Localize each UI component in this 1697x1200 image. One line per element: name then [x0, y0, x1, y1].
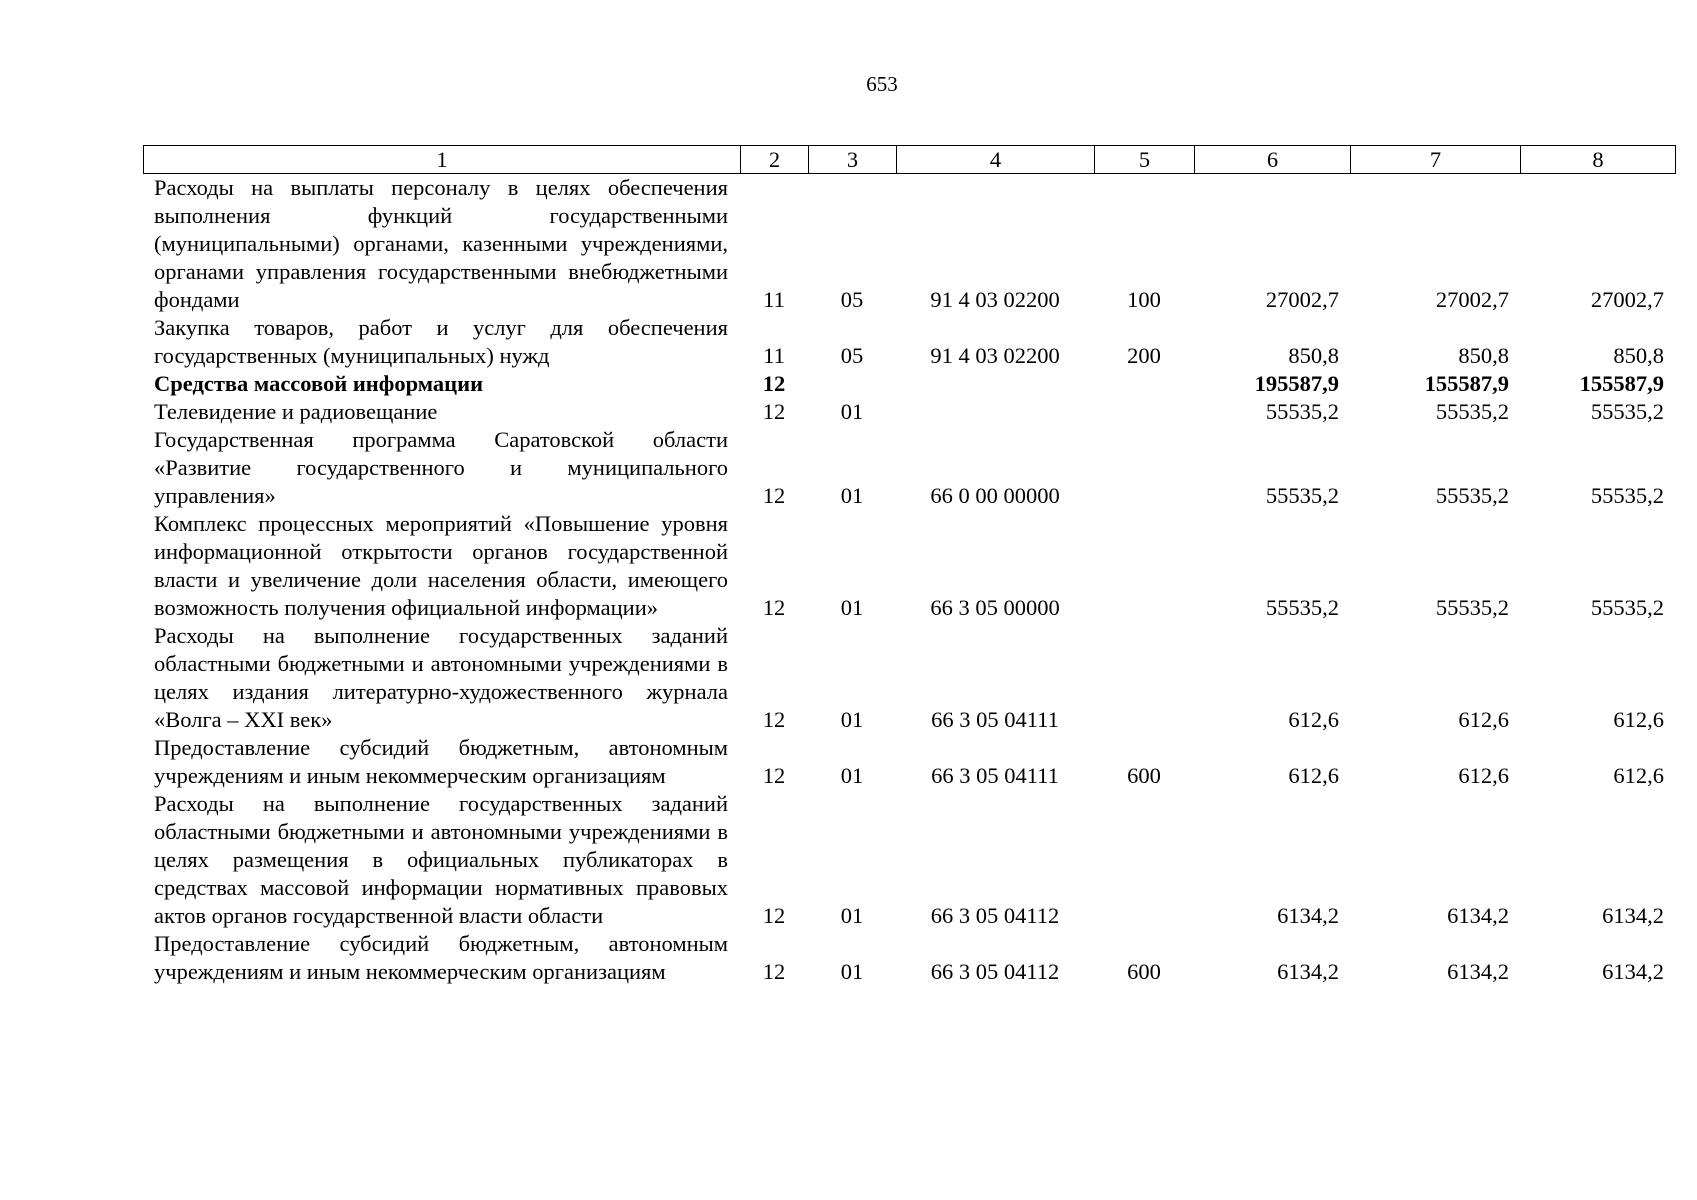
subsection-code: 01 [840, 595, 864, 620]
subsection-code: 05 [840, 343, 864, 368]
table-row [143, 398, 1675, 426]
row-name: Средства массовой информации [154, 371, 484, 396]
target-article-code: 66 3 05 00000 [930, 595, 1060, 620]
amount-col-7: 612,6 [1458, 707, 1509, 732]
expense-type-code [1094, 790, 1194, 930]
expense-type-code: 200 [1127, 343, 1161, 368]
amount-col-6: 6134,2 [1277, 903, 1339, 928]
target-article-code: 91 4 03 02200 [930, 343, 1060, 368]
amount-col-6: 195587,9 [1254, 371, 1339, 396]
row-name: Комплекс процессных мероприятий «Повышение уровня информационной открытости органов государственной власти и увеличение доли населения области, имеющего возможность получения официальной информации» [154, 511, 728, 620]
table-row [143, 314, 1675, 370]
amount-col-8: 27002,7 [1590, 287, 1664, 312]
section-code: 12 [762, 959, 786, 984]
section-code: 12 [762, 371, 786, 396]
table-row [143, 370, 1675, 398]
expense-type-code [1094, 370, 1194, 398]
section-code: 11 [763, 287, 785, 312]
column-header-8: 8 [1521, 146, 1676, 174]
column-header-6: 6 [1195, 146, 1351, 174]
amount-col-7: 850,8 [1458, 343, 1509, 368]
table-row [143, 930, 1675, 986]
row-name: Телевидение и радиовещание [154, 399, 438, 424]
target-article-code: 66 3 05 04112 [930, 903, 1060, 928]
amount-col-7: 6134,2 [1447, 959, 1509, 984]
amount-col-7: 55535,2 [1435, 483, 1509, 508]
section-code: 12 [762, 763, 786, 788]
row-name: Расходы на выполнение государственных заданий областными бюджетными и автономными учреждениями в целях размещения в официальных публикаторах в средствах массовой информации нормативных правовых актов органов государственной власти области [154, 791, 728, 928]
amount-col-8: 612,6 [1613, 763, 1664, 788]
amount-col-6: 55535,2 [1265, 595, 1339, 620]
budget-table-body [143, 174, 1675, 986]
target-article-code: 91 4 03 02200 [930, 287, 1060, 312]
column-header-3: 3 [809, 146, 897, 174]
row-name: Расходы на выполнение государственных заданий областными бюджетными и автономными учреждениями в целях издания литературно-художественного журнала «Волга – XXI век» [154, 623, 728, 732]
target-article-code [896, 370, 1094, 398]
row-name: Предоставление субсидий бюджетным, автономным учреждениям и иным некоммерческим организациям [154, 931, 728, 984]
table-row [143, 622, 1675, 734]
amount-col-6: 55535,2 [1265, 399, 1339, 424]
section-code: 11 [763, 343, 785, 368]
amount-col-7: 155587,9 [1424, 371, 1509, 396]
amount-col-8: 155587,9 [1579, 371, 1664, 396]
target-article-code: 66 0 00 00000 [930, 483, 1060, 508]
row-name: Закупка товаров, работ и услуг для обеспечения государственных (муниципальных) нужд [154, 315, 728, 368]
column-header-1: 1 [144, 146, 741, 174]
subsection-code: 01 [840, 903, 864, 928]
column-header-7: 7 [1351, 146, 1521, 174]
column-header-2: 2 [741, 146, 809, 174]
table-row [143, 174, 1675, 314]
expense-type-code: 600 [1127, 959, 1161, 984]
target-article-code [896, 398, 1094, 426]
amount-col-6: 850,8 [1288, 343, 1339, 368]
amount-col-7: 55535,2 [1435, 595, 1509, 620]
row-name: Предоставление субсидий бюджетным, автономным учреждениям и иным некоммерческим организациям [154, 735, 728, 788]
section-code: 12 [762, 483, 786, 508]
amount-col-6: 27002,7 [1265, 287, 1339, 312]
subsection-code: 01 [840, 399, 864, 424]
table-row [143, 734, 1675, 790]
subsection-code: 01 [840, 483, 864, 508]
expense-type-code [1094, 426, 1194, 510]
budget-table [143, 174, 1675, 986]
amount-col-7: 55535,2 [1435, 399, 1509, 424]
section-code: 12 [762, 707, 786, 732]
amount-col-8: 6134,2 [1602, 959, 1664, 984]
amount-col-8: 6134,2 [1602, 903, 1664, 928]
amount-col-6: 612,6 [1288, 707, 1339, 732]
subsection-code: 01 [840, 707, 864, 732]
subsection-code: 01 [840, 959, 864, 984]
expense-type-code [1094, 622, 1194, 734]
amount-col-8: 55535,2 [1590, 399, 1664, 424]
table-row [143, 790, 1675, 930]
amount-col-6: 6134,2 [1277, 959, 1339, 984]
page-number: 653 [866, 72, 898, 96]
amount-col-7: 612,6 [1458, 763, 1509, 788]
amount-col-6: 612,6 [1288, 763, 1339, 788]
expense-type-code [1094, 510, 1194, 622]
column-header-table [143, 145, 1676, 174]
section-code: 12 [762, 595, 786, 620]
column-header-4: 4 [897, 146, 1095, 174]
target-article-code: 66 3 05 04111 [931, 763, 1059, 788]
row-name: Государственная программа Саратовской области «Развитие государственного и муниципального управления» [154, 427, 728, 508]
table-row [143, 426, 1675, 510]
expense-type-code: 100 [1127, 287, 1161, 312]
section-code: 12 [762, 399, 786, 424]
row-name: Расходы на выплаты персоналу в целях обеспечения выполнения функций государственными (муниципальными) органами, казенными учреждениями, органами управления государственными внебюджетными фондами [154, 175, 728, 312]
amount-col-8: 612,6 [1613, 707, 1664, 732]
amount-col-8: 55535,2 [1590, 483, 1664, 508]
amount-col-8: 55535,2 [1590, 595, 1664, 620]
amount-col-8: 850,8 [1613, 343, 1664, 368]
subsection-code [808, 370, 896, 398]
table-row [143, 510, 1675, 622]
target-article-code: 66 3 05 04111 [931, 707, 1059, 732]
subsection-code: 05 [840, 287, 864, 312]
target-article-code: 66 3 05 04112 [930, 959, 1060, 984]
amount-col-6: 55535,2 [1265, 483, 1339, 508]
amount-col-7: 27002,7 [1435, 287, 1509, 312]
subsection-code: 01 [840, 763, 864, 788]
column-header-row [144, 146, 1676, 174]
expense-type-code [1094, 398, 1194, 426]
column-header-5: 5 [1095, 146, 1195, 174]
section-code: 12 [762, 903, 786, 928]
expense-type-code: 600 [1127, 763, 1161, 788]
amount-col-7: 6134,2 [1447, 903, 1509, 928]
